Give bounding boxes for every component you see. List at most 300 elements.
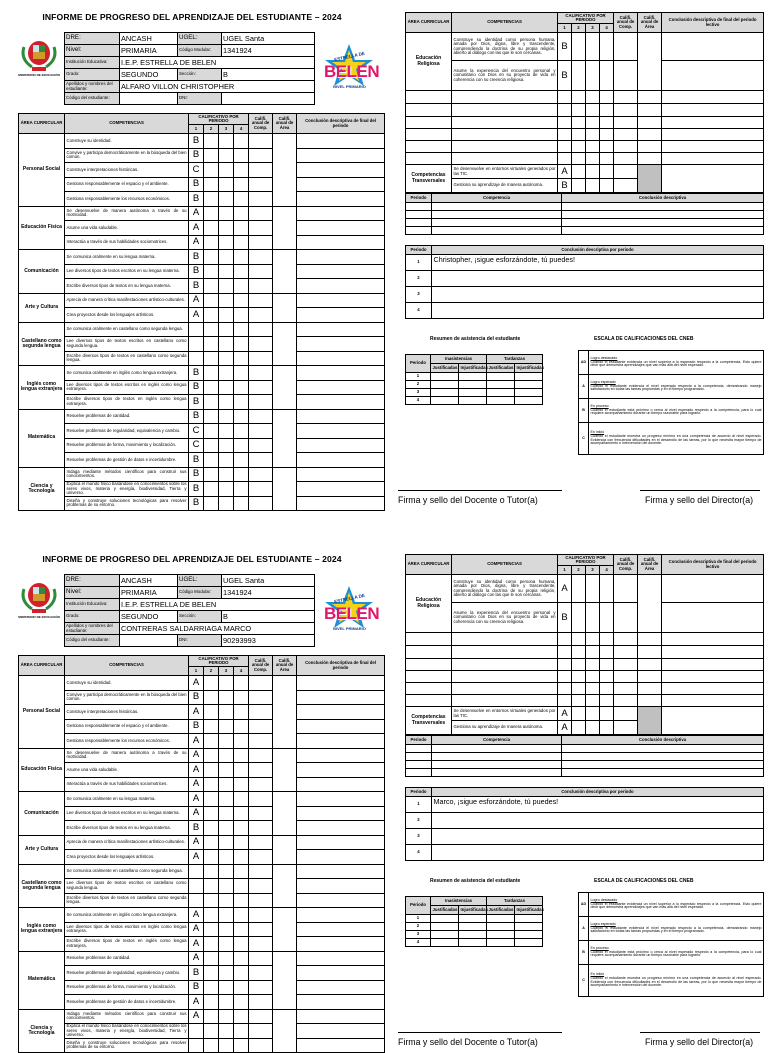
competencia-text: Convive y participa democráticamente en la búsqueda del bien común.: [65, 690, 189, 705]
empty-cell: [638, 633, 662, 646]
calif-comp-cell: [249, 366, 273, 381]
grade-period-2: [204, 453, 219, 468]
grade-period-3: [219, 424, 234, 439]
grade-period-1: A: [189, 951, 204, 966]
asistencia-cell: [431, 931, 459, 939]
escala-label: Logro destacado: [590, 355, 618, 360]
table-row: [19, 482, 385, 497]
competencia-text: Gestiona responsablemente el espacio y el ambiente.: [65, 177, 189, 192]
table-row: [65, 635, 315, 647]
conclusion-cell: [297, 322, 385, 337]
grade-period-3: [219, 995, 234, 1010]
periodo-number: 4: [406, 845, 432, 861]
calif-comp-cell: [249, 264, 273, 279]
grade-period-2: [204, 879, 219, 894]
grade-period-1: B: [189, 148, 204, 163]
asistencia-title: Resumen de asistencia del estudiante: [430, 336, 521, 342]
calif-comp-cell: [249, 937, 273, 952]
nivel-value: PRIMARIA: [120, 587, 178, 599]
table-row: [19, 850, 385, 865]
empty-cell: [452, 153, 558, 165]
asistencia-cell: [459, 373, 487, 381]
calif-comp-cell: [249, 908, 273, 923]
asistencia-cell: [515, 923, 543, 931]
grade-period-2: [204, 206, 219, 221]
table-row: [406, 203, 764, 211]
competencia-text: Resuelve problemas de gestión de datos e incertidumbre.: [65, 995, 189, 1010]
competencia-text: Se comunica oralmente en inglés como lengua extranjera.: [65, 908, 189, 923]
calif-comp-cell: [614, 603, 638, 633]
grade-period-2: [204, 966, 219, 981]
grade-period-3: [219, 366, 234, 381]
empty-cell: [586, 646, 600, 659]
table-row: [579, 351, 764, 375]
grade-period-4: [234, 937, 249, 952]
calif-area-cell: [273, 864, 297, 908]
empty-cell: [452, 91, 558, 104]
grade-period-4: [234, 966, 249, 981]
table-row: [406, 695, 764, 707]
escala-description: [589, 893, 764, 917]
institucion-label: Institución Educativa:: [65, 599, 120, 611]
competencia-text: Asume la experiencia del encuentro personal y comunitario con Dios en su proyecto de vida en coherencia con su creencia religiosa.: [452, 603, 558, 633]
conclusion-cell: [297, 966, 385, 981]
conclusion-cell: [662, 575, 764, 603]
grado-value: SEGUNDO: [120, 69, 178, 81]
calif-comp-cell: [614, 721, 638, 735]
grade-period-2: [204, 496, 219, 511]
period-1-header: 1: [189, 125, 204, 134]
grade-period-2: [204, 322, 219, 337]
empty-cell: [638, 683, 662, 695]
grade-period-1: [189, 879, 204, 894]
table-row: [406, 389, 543, 397]
calif-comp-cell: [249, 922, 273, 937]
competencia-text: Escribe diversos tipos de textos en castellano como segunda lengua.: [65, 351, 189, 366]
calif-comp-cell: [249, 879, 273, 894]
grado-label: Grado:: [65, 69, 120, 81]
table-row: [579, 375, 764, 399]
calif-comp-cell: [614, 179, 638, 193]
grade-period-2: [204, 806, 219, 821]
calif-comp-cell: [249, 453, 273, 468]
empty-cell: [662, 104, 764, 117]
table-row: [579, 893, 764, 917]
codigo-modular-value: 1341924: [222, 587, 315, 599]
empty-cell: [662, 633, 764, 646]
calif-comp-cell: [249, 864, 273, 879]
grade-period-2: [204, 235, 219, 250]
grade-period-3: [219, 1038, 234, 1053]
empty-cell: [406, 203, 432, 211]
area-7-name: Ciencia y Tecnología: [19, 467, 65, 511]
calif-comp-cell: [249, 221, 273, 236]
empty-cell: [662, 683, 764, 695]
competencia-text: Explica el mundo físico basándose en conocimientos sobre los seres vivos, materia y energía, biodiversidad, Tierra y universo.: [66, 1023, 187, 1037]
director-signature-line: [640, 1032, 760, 1033]
grade-period-2: [204, 351, 219, 366]
religion-transversal-table: [405, 554, 764, 735]
grade-period-2: [204, 777, 219, 792]
calif-comp-cell: [249, 705, 273, 720]
escala-description: [589, 423, 764, 455]
belen-logo-main: BELEN: [324, 604, 380, 623]
grade-period-3: [586, 707, 600, 721]
empty-cell: [406, 219, 432, 227]
empty-cell: [406, 769, 432, 777]
grade-period-2: [204, 482, 219, 497]
grade-period-1: B: [189, 690, 204, 705]
competencia-text: Asume una vida saludable.: [65, 763, 189, 778]
grade-period-2: [204, 424, 219, 439]
table-row: [19, 424, 385, 439]
conclusion-cell: [297, 467, 385, 482]
grade-period-4: [234, 438, 249, 453]
empty-cell: [600, 129, 614, 141]
escala-description: [589, 965, 764, 997]
grade-period-3: [219, 380, 234, 395]
grade-period-2: [204, 980, 219, 995]
escala-text: Cuando el estudiante está próximo o cerca al nivel esperado respecto a la competencia, para lo cual requiere acompañamiento durante un tiempo razonable para lograrlo.: [590, 407, 762, 416]
grade-period-1: B: [189, 966, 204, 981]
conclusion-cell: [297, 308, 385, 323]
table-row: [406, 915, 543, 923]
empty-cell: [638, 671, 662, 683]
table-row: [406, 788, 764, 797]
grade-period-3: [586, 179, 600, 193]
grade-period-2: [204, 279, 219, 294]
table-row: [406, 219, 764, 227]
grade-period-3: [219, 293, 234, 308]
table-row: [406, 797, 764, 813]
grade-period-2: [204, 438, 219, 453]
empty-cell: [614, 695, 638, 707]
conclusion-cell: [297, 409, 385, 424]
peru-seal-icon: [18, 37, 60, 79]
table-row: [406, 555, 764, 566]
grade-period-3: [586, 165, 600, 179]
table-row: [65, 599, 315, 611]
empty-cell: [432, 769, 562, 777]
justificadas-header: Justificadas: [487, 906, 515, 915]
grade-period-2: [204, 763, 219, 778]
table-row: [579, 941, 764, 965]
area-header: ÁREA CURRICULAR: [19, 114, 65, 134]
ugel-value: UGEL Santa: [222, 575, 315, 587]
grade-period-4: [600, 721, 614, 735]
competencia-text: Se comunica oralmente en castellano como segunda lengua.: [65, 322, 189, 337]
grade-period-1: C: [189, 438, 204, 453]
codigo-estudiante-value: [120, 635, 178, 647]
table-row: [406, 923, 543, 931]
period-3-header: 3: [219, 125, 234, 134]
asistencia-cell: [431, 381, 459, 389]
table-row: [19, 409, 385, 424]
table-row: [406, 246, 764, 255]
escala-label: Logro destacado: [590, 897, 618, 902]
asistencia-cell: [515, 397, 543, 405]
competencia-text: Se desenvuelve de manera autónoma a través de su motricidad.: [65, 748, 189, 763]
grade-period-4: [600, 61, 614, 91]
asistencia-periodo-number: 1: [406, 915, 431, 923]
grade-period-1: [189, 1038, 204, 1053]
competencia-text: Crea proyectos desde los lenguajes artísticos.: [65, 308, 189, 323]
conclusion-cell: [297, 806, 385, 821]
area-2-name: Comunicación: [19, 792, 65, 836]
table-row: [19, 835, 385, 850]
grade-period-3: [219, 206, 234, 221]
conclusion-cell: [297, 482, 385, 497]
conclusion-text: [432, 845, 764, 861]
grade-period-3: [219, 922, 234, 937]
belen-logo-main: BELEN: [324, 62, 380, 81]
grade-period-4: [234, 395, 249, 410]
empty-cell: [662, 91, 764, 104]
table-row: [19, 177, 385, 192]
calif-comp-header: Califi. anual de Comp.: [614, 555, 638, 575]
competencia-header: Competencia: [432, 194, 562, 203]
grade-period-1: B: [189, 380, 204, 395]
grade-period-2: [572, 33, 586, 61]
nivel-label: Nivel:: [65, 587, 120, 599]
escala-text: Cuando el estudiante muestra un progreso mínimo en una competencia de acuerdo al nivel esperado. Evidencia con frecuencia dificultades en el desarrollo de las tareas, por lo que necesita mayor tiempo de acompañamiento e intervención del docente.: [590, 975, 762, 988]
competencia-text: Construye su identidad.: [65, 134, 189, 149]
empty-cell: [452, 141, 558, 153]
inasistencias-header: Inasistencias: [431, 897, 487, 906]
report-card-1: [0, 0, 768, 512]
table-row: [19, 1009, 385, 1024]
escala-label: Logro esperado: [590, 921, 616, 926]
conclusion-cell: [297, 893, 385, 908]
empty-cell: [638, 117, 662, 129]
asistencia-cell: [431, 389, 459, 397]
grade-period-2: [204, 748, 219, 763]
asistencia-title: Resumen de asistencia del estudiante: [430, 878, 521, 884]
grade-period-2: [204, 192, 219, 207]
table-row: [406, 129, 764, 141]
escala-text: Cuando el estudiante está próximo o cerca al nivel esperado respecto a la competencia, para lo cual requiere acompañamiento durante un tiempo razonable para lograrlo.: [590, 949, 762, 958]
escala-code: C: [579, 965, 589, 997]
grade-period-1: A: [189, 734, 204, 749]
escala-description: [589, 941, 764, 965]
empty-cell: [614, 659, 638, 671]
competencia-text: Resuelve problemas de cantidad.: [65, 951, 189, 966]
grade-period-1: B: [189, 821, 204, 836]
grade-period-3: [219, 409, 234, 424]
grade-period-4: [234, 192, 249, 207]
grade-period-3: [219, 690, 234, 705]
calif-comp-cell: [249, 690, 273, 705]
competencia-text: Escribe diversos tipos de textos en inglés como lengua extranjera.: [65, 395, 189, 410]
escala-code: A: [579, 375, 589, 399]
calif-comp-header: Califi. anual de Comp.: [614, 13, 638, 33]
empty-cell: [558, 117, 572, 129]
grade-period-3: [219, 879, 234, 894]
empty-cell: [562, 227, 764, 235]
transversal-grade-period-1: B: [558, 179, 572, 193]
grade-period-1: C: [189, 424, 204, 439]
grade-period-2: [204, 908, 219, 923]
grade-period-1: B: [189, 177, 204, 192]
grade-period-3: [219, 279, 234, 294]
conclusion-cell: [297, 980, 385, 995]
conclusion-cell: [662, 603, 764, 633]
empty-cell: [558, 104, 572, 117]
grade-period-2: [572, 603, 586, 633]
grade-period-2: [204, 792, 219, 807]
area-2-name: Comunicación: [19, 250, 65, 294]
competencia-text: Gestiona responsablemente los recursos económicos.: [65, 192, 189, 207]
table-row: [19, 380, 385, 395]
asistencia-table: [405, 354, 543, 405]
table-row: [579, 399, 764, 423]
table-row: [19, 821, 385, 836]
empty-cell: [600, 633, 614, 646]
empty-cell: [572, 659, 586, 671]
conclusion-cell: [297, 264, 385, 279]
transversal-grade-period-1: A: [558, 721, 572, 735]
calif-area-cell: [273, 792, 297, 836]
escala-label: Logro esperado: [590, 379, 616, 384]
calif-comp-cell: [249, 496, 273, 511]
conclusion-cell: [297, 1038, 385, 1053]
empty-cell: [572, 104, 586, 117]
director-signature-line: [640, 490, 760, 491]
belen-logo-icon: [318, 584, 380, 640]
grade-period-3: [219, 250, 234, 265]
grade-period-4: [234, 409, 249, 424]
seccion-label: Sección:: [178, 69, 222, 81]
asistencia-table: [405, 896, 543, 947]
institucion-value: I.E.P. ESTRELLA DE BELEN: [120, 599, 315, 611]
grade-period-4: [234, 467, 249, 482]
calif-comp-cell: [249, 792, 273, 807]
docente-signature-line: [398, 490, 562, 491]
table-row: [19, 496, 385, 511]
escala-code: B: [579, 941, 589, 965]
grade-period-3: [586, 61, 600, 91]
empty-cell: [562, 219, 764, 227]
grade-period-3: [219, 177, 234, 192]
table-row: [19, 937, 385, 952]
calif-comp-cell: [249, 424, 273, 439]
empty-cell: [406, 753, 432, 761]
table-row: [406, 603, 764, 633]
empty-cell: [614, 153, 638, 165]
grade-period-4: [234, 177, 249, 192]
grades-table: [18, 113, 385, 511]
codigo-modular-label: Código Modular:: [178, 45, 222, 57]
conclusion-cell: [662, 33, 764, 61]
conclusion-cell: [297, 163, 385, 178]
conclusion-cell: [297, 676, 385, 691]
table-row: [65, 611, 315, 623]
calif-comp-cell: [249, 438, 273, 453]
escala-text: Cuando el estudiante evidencia el nivel esperado respecto a la competencia, demostrando manejo satisfactorio en todas las tareas propuestas y en el tiempo programado.: [590, 383, 762, 392]
grade-period-3: [219, 496, 234, 511]
estudiante-value: ALFARO VILLON CHRISTOPHER: [120, 81, 315, 93]
report-card-2: [0, 542, 768, 1050]
table-row: [19, 656, 385, 667]
grade-period-4: [234, 250, 249, 265]
justificadas-header: Justificadas: [431, 364, 459, 373]
escala-description: [589, 351, 764, 375]
grade-period-3: [219, 438, 234, 453]
empty-cell: [662, 129, 764, 141]
period-1-header: 1: [189, 667, 204, 676]
calif-area-cell: [273, 206, 297, 250]
calif-comp-cell: [249, 380, 273, 395]
competencia-text: Asume una vida saludable.: [65, 221, 189, 236]
empty-cell: [432, 745, 562, 753]
table-row: [406, 707, 764, 721]
empty-cell: [406, 633, 452, 646]
escala-title: ESCALA DE CALIFICACIONES DEL CNEB: [594, 336, 694, 342]
asistencia-cell: [487, 923, 515, 931]
conclusion-cell: [297, 366, 385, 381]
grade-period-3: [219, 908, 234, 923]
periodo-number: 4: [406, 303, 432, 319]
grade-period-1: A: [189, 1009, 204, 1024]
empty-cell: [572, 153, 586, 165]
conclusion-cell: [297, 690, 385, 705]
conclusion-por-periodo-table: [405, 787, 764, 861]
empty-cell: [662, 671, 764, 683]
asistencia-cell: [431, 373, 459, 381]
calif-comp-cell: [249, 1038, 273, 1053]
grade-period-1: B: [189, 482, 204, 497]
calif-comp-cell: [249, 235, 273, 250]
report-title: INFORME DE PROGRESO DEL APRENDIZAJE DEL ESTUDIANTE – 2024: [42, 554, 342, 564]
grade-period-1: B: [189, 453, 204, 468]
injustificadas-header: Injustificadas: [515, 364, 543, 373]
conclusion-cell: [662, 61, 764, 91]
table-row: [19, 192, 385, 207]
grade-period-2: [204, 719, 219, 734]
empty-cell: [638, 646, 662, 659]
grade-period-2: [572, 707, 586, 721]
grade-period-2: [204, 148, 219, 163]
grade-period-1: A: [189, 937, 204, 952]
grade-period-4: [234, 206, 249, 221]
grade-period-3: [219, 482, 234, 497]
grade-period-2: [204, 951, 219, 966]
grade-period-4: [234, 908, 249, 923]
asistencia-cell: [459, 915, 487, 923]
empty-cell: [586, 104, 600, 117]
asistencia-cell: [459, 923, 487, 931]
table-row: [19, 1038, 385, 1053]
calif-comp-cell: [249, 893, 273, 908]
empty-cell: [572, 117, 586, 129]
religion-grade-period-1: B: [558, 61, 572, 91]
grade-period-3: [219, 734, 234, 749]
conclusion-cell: [297, 937, 385, 952]
empty-cell: [662, 646, 764, 659]
grade-period-2: [204, 409, 219, 424]
calif-area-header: Califi. anual de Área: [273, 656, 297, 676]
table-row: [406, 33, 764, 61]
director-signature-label: Firma y sello del Director(a): [645, 495, 754, 505]
grade-period-4: [234, 453, 249, 468]
escala-description: [589, 917, 764, 941]
conclusion-cell: [297, 250, 385, 265]
conclusion-cell: [297, 1009, 385, 1024]
table-row: [19, 879, 385, 894]
table-row: [406, 373, 543, 381]
grade-period-3: [219, 676, 234, 691]
grade-period-4: [234, 337, 249, 352]
